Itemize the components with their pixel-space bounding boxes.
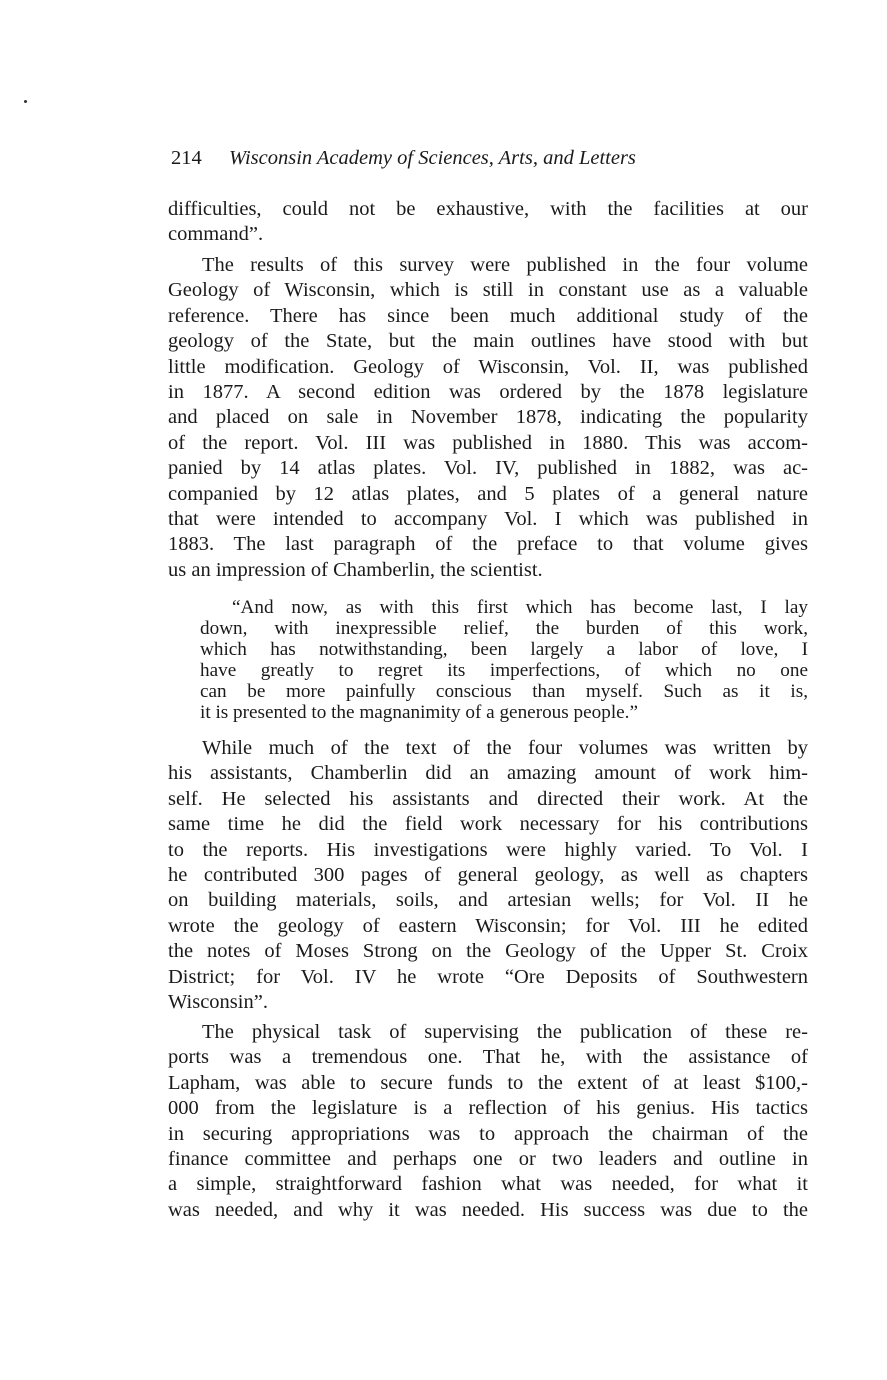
paragraph-assistants bbox=[168, 736, 808, 1015]
quote-line: have greatly to regret its imperfections, of which no one bbox=[200, 660, 808, 681]
text-line: that were intended to accompany Vol. I which was published in bbox=[168, 507, 808, 530]
text-line: 000 from the legislature is a reflection of his genius. His tactics bbox=[168, 1097, 808, 1120]
text-line: on building materials, soils, and artesian wells; for Vol. II he bbox=[168, 889, 808, 912]
text-line: difficulties, could not be exhaustive, with the facilities at our bbox=[168, 198, 808, 220]
page-number: 214 bbox=[171, 147, 202, 169]
page-header bbox=[171, 145, 811, 171]
text-line: geology of the State, but the main outlines have stood with but bbox=[168, 330, 808, 353]
text-line: District; for Vol. IV he wrote “Ore Deposits of Southwestern bbox=[168, 965, 808, 988]
text-line: the notes of Moses Strong on the Geology of the Upper St. Croix bbox=[168, 940, 808, 963]
text-line: ports was a tremendous one. That he, with the assistance of bbox=[168, 1046, 808, 1069]
quote-line: can be more painfully conscious than myself. Such as it is, bbox=[200, 681, 808, 702]
text-line: Wisconsin”. bbox=[168, 990, 268, 1013]
text-line: wrote the geology of eastern Wisconsin; for Vol. III he edited bbox=[168, 914, 808, 937]
quote-line: “And now, as with this first which has become last, I lay bbox=[232, 597, 808, 618]
text-line: he contributed 300 pages of general geology, as well as chapters bbox=[168, 863, 808, 886]
quote-line: which has notwithstanding, been largely a labor of love, I bbox=[200, 639, 808, 660]
text-line: us an impression of Chamberlin, the scientist. bbox=[168, 558, 543, 581]
text-line: and placed on sale in November 1878, indicating the popularity bbox=[168, 406, 808, 429]
text-line: Geology of Wisconsin, which is still in constant use as a valuable bbox=[168, 279, 808, 302]
quote-line: down, with inexpressible relief, the burden of this work, bbox=[200, 618, 808, 639]
text-line: companied by 12 atlas plates, and 5 plates of a general nature bbox=[168, 482, 808, 505]
running-title: Wisconsin Academy of Sciences, Arts, and Letters bbox=[229, 147, 636, 169]
text-line: little modification. Geology of Wisconsin, Vol. II, was published bbox=[168, 355, 808, 378]
text-line: of the report. Vol. III was published in 1880. This was accom- bbox=[168, 431, 808, 454]
text-line: reference. There has since been much additional study of the bbox=[168, 304, 808, 327]
text-line: was needed, and why it was needed. His success was due to the bbox=[168, 1198, 808, 1221]
scan-speck bbox=[24, 100, 27, 103]
text-line: in securing appropriations was to approach the chairman of the bbox=[168, 1122, 808, 1145]
text-line: in 1877. A second edition was ordered by the 1878 legislature bbox=[168, 380, 808, 403]
quote-line: it is presented to the magnanimity of a generous people.” bbox=[200, 702, 638, 723]
paragraph-physical-task bbox=[168, 1020, 808, 1223]
text-line: command”. bbox=[168, 223, 264, 246]
block-quote bbox=[200, 597, 808, 723]
text-line: panied by 14 atlas plates. Vol. IV, published in 1882, was ac- bbox=[168, 457, 808, 480]
text-line: a simple, straightforward fashion what was needed, for what it bbox=[168, 1173, 808, 1196]
text-line: his assistants, Chamberlin did an amazing amount of work him- bbox=[168, 762, 808, 785]
text-line: same time he did the field work necessary for his contributions bbox=[168, 813, 808, 836]
paragraph-survey-results bbox=[168, 253, 808, 583]
text-line: to the reports. His investigations were highly varied. To Vol. I bbox=[168, 838, 808, 861]
text-line: Lapham, was able to secure funds to the extent of at least $100,- bbox=[168, 1071, 808, 1094]
text-line: The results of this survey were published in the four volume bbox=[202, 254, 808, 276]
text-line: 1883. The last paragraph of the preface to that volume gives bbox=[168, 533, 808, 556]
text-line: The physical task of supervising the publication of these re- bbox=[202, 1021, 808, 1043]
paragraph-continuation bbox=[168, 197, 808, 248]
text-line: finance committee and perhaps one or two leaders and outline in bbox=[168, 1147, 808, 1170]
text-line: While much of the text of the four volumes was written by bbox=[202, 737, 808, 759]
text-line: self. He selected his assistants and directed their work. At the bbox=[168, 787, 808, 810]
